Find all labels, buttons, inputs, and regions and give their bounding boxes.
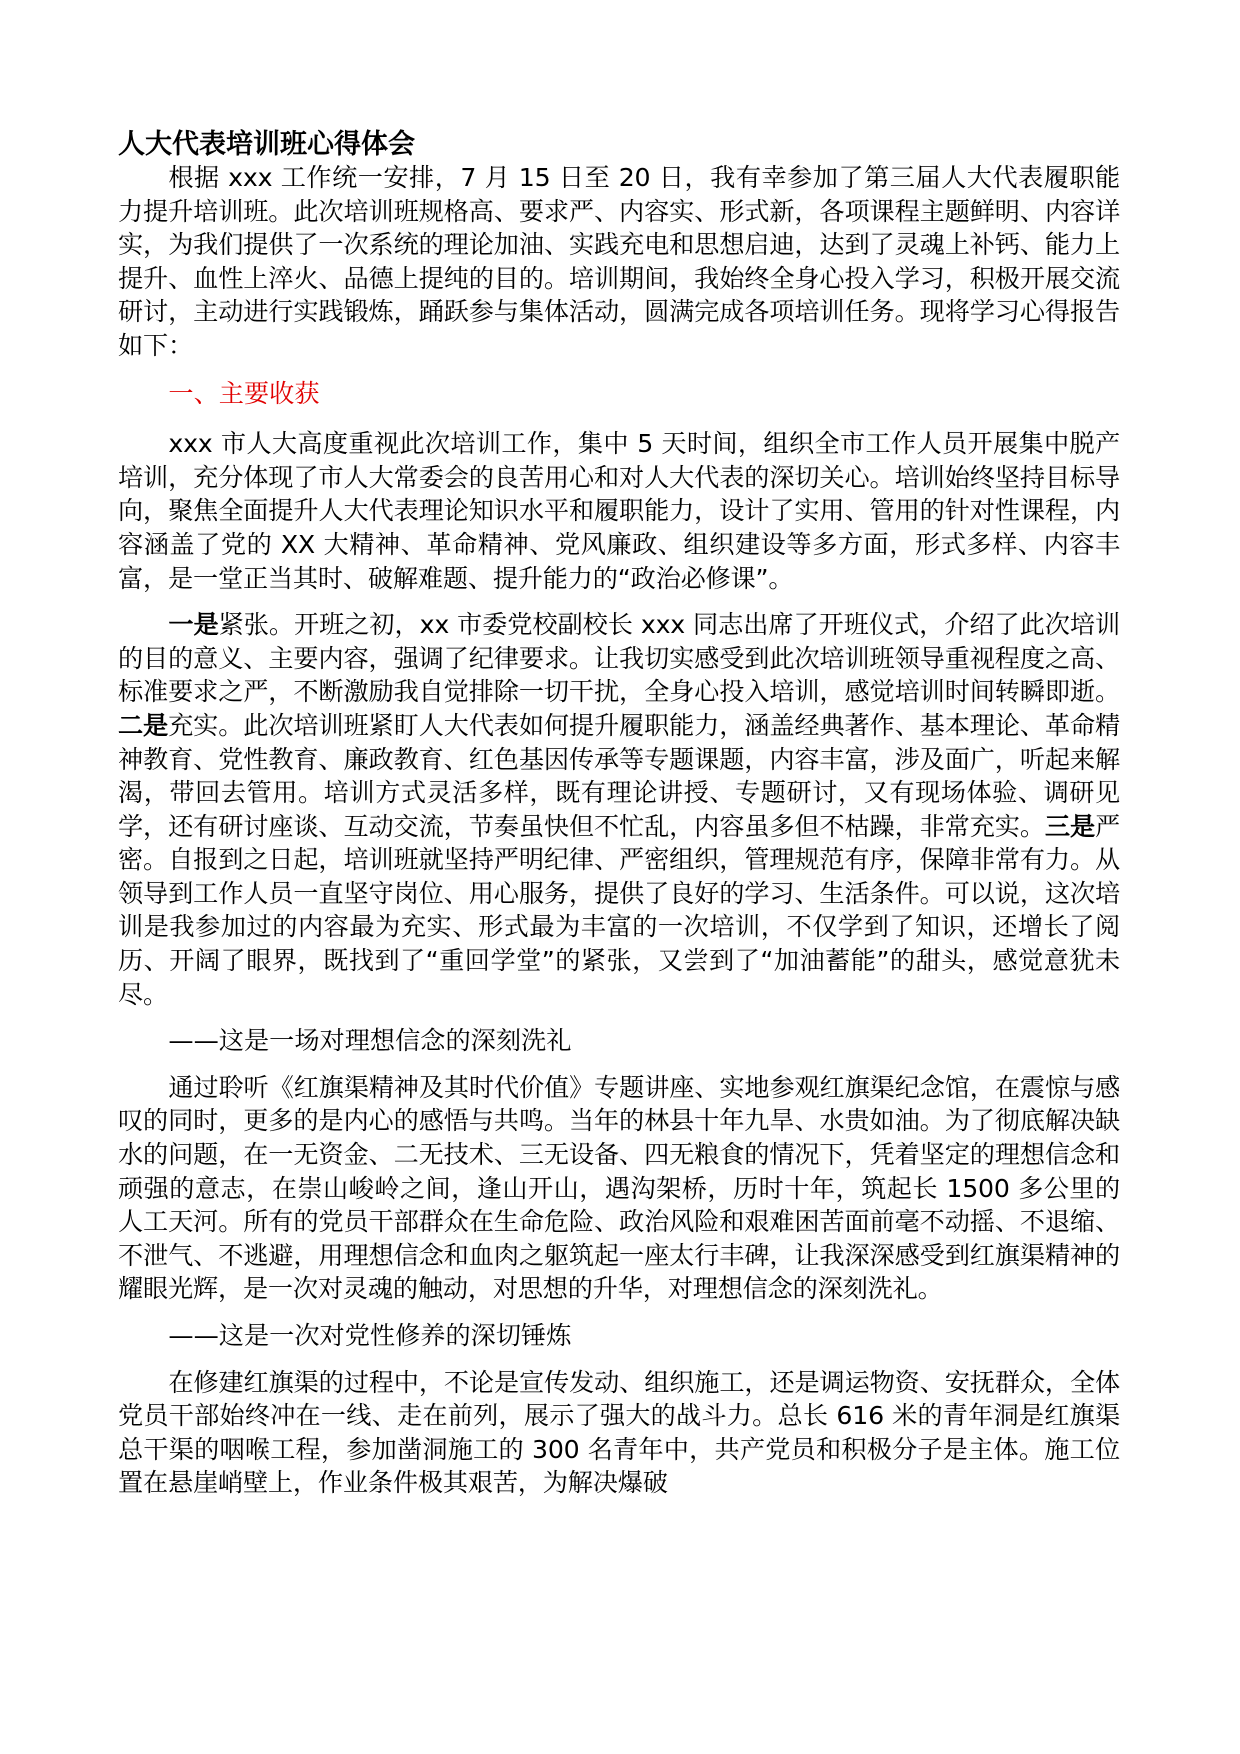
document-title: 人大代表培训班心得体会 (118, 129, 415, 160)
point1-label: 一是 (168, 610, 219, 640)
point2-label: 二是 (118, 710, 169, 740)
subheading-party-spirit: ——这是一次对党性修养的深切锤炼 (168, 1321, 572, 1350)
section-heading-main-gains: 一、主要收获 (168, 378, 320, 408)
section1-paragraph: xxx 市人大高度重视此次培训工作，集中 5 天时间，组织全市工作人员开展集中脱产培训，充分体现了市人大常委会的良苦用心和对人大代表的深切关心。培训始终坚持目标导向，聚焦全面提升人大代表理论知识水平和履职能力，设计了实用、管用的针对性课程，内容涵盖了党的 XX 大精神、革命精神、党风廉政、组织建设等多方面，形式多样、内容丰富，是一堂正当其时、破解难题、提升能力的“政治必修课”。 (118, 429, 1120, 593)
ideals-paragraph: 通过聆听《红旗渠精神及其时代价值》专题讲座、实地参观红旗渠纪念馆，在震惊与感叹的同时，更多的是内心的感悟与共鸣。当年的林县十年九旱、水贵如油。为了彻底解决缺水的问题，在一无资金、二无技术、三无设备、四无粮食的情况下，凭着坚定的理想信念和顽强的意志，在崇山峻岭之间，逢山开山，遇沟架桥，历时十年，筑起长 1500 多公里的人工天河。所有的党员干部群众在生命危险、政治风险和艰难困苦面前毫不动摇、不退缩、不泄气、不逃避，用理想信念和血肉之躯筑起一座太行丰碑，让我深深感受到红旗渠精神的耀眼光辉，是一次对灵魂的触动，对思想的升华，对理想信念的深刻洗礼。 (118, 1072, 1120, 1304)
party-spirit-paragraph: 在修建红旗渠的过程中，不论是宣传发动、组织施工，还是调运物资、安抚群众，全体党员干部始终冲在一线、走在前列，展示了强大的战斗力。总长 616 米的青年洞是红旗渠总干渠的咽喉工程，参加凿洞施工的 300 名青年中，共产党员和积极分子是主体。施工位置在悬崖峭壁上，作业条件极其艰苦，为解决爆破 (118, 1367, 1120, 1498)
points-paragraph (118, 608, 1120, 1011)
intro-paragraph: 根据 xxx 工作统一安排，7 月 15 日至 20 日，我有幸参加了第三届人大代表履职能力提升培训班。此次培训班规格高、要求严、内容实、形式新，各项课程主题鲜明、内容详实，为我们提供了一次系统的理论加油、实践充电和思想启迪，达到了灵魂上补钙、能力上提升、血性上淬火、品德上提纯的目的。培训期间，我始终全身心投入学习，积极开展交流研讨，主动进行实践锻炼，踊跃参与集体活动，圆满完成各项培训任务。现将学习心得报告如下： (118, 163, 1120, 360)
point3-text: 严密。自报到之日起，培训班就坚持严明纪律、严密组织，管理规范有序，保障非常有力。从领导到工作人员一直坚守岗位、用心服务，提供了良好的学习、生活条件。可以说，这次培训是我参加过的内容最为充实、形式最为丰富的一次培训，不仅学到了知识，还增长了阅历、开阔了眼界，既找到了“重回学堂”的紧张，又尝到了“加油蓄能”的甜头，感觉意犹未尽。 (118, 811, 1120, 1009)
point2-text: 充实。此次培训班紧盯人大代表如何提升履职能力，涵盖经典著作、基本理论、革命精神教育、党性教育、廉政教育、红色基因传承等专题课题，内容丰富，涉及面广，听起来解渴，带回去管用。培训方式灵活多样，既有理论讲授、专题研讨，又有现场体验、调研见学，还有研讨座谈、互动交流，节奏虽快但不忙乱，内容虽多但不枯躁，非常充实。 (118, 710, 1120, 841)
subheading-ideals: ——这是一场对理想信念的深刻洗礼 (168, 1026, 572, 1056)
point1-text: 紧张。开班之初，xx 市委党校副校长 xxx 同志出席了开班仪式，介绍了此次培训的目的意义、主要内容，强调了纪律要求。让我切实感受到此次培训班领导重视程度之高、标准要求之严，不断激励我自觉排除一切干扰，全身心投入培训，感觉培训时间转瞬即逝。 (118, 610, 1120, 707)
document-page (118, 128, 1120, 1500)
point3-label: 三是 (1044, 811, 1095, 841)
